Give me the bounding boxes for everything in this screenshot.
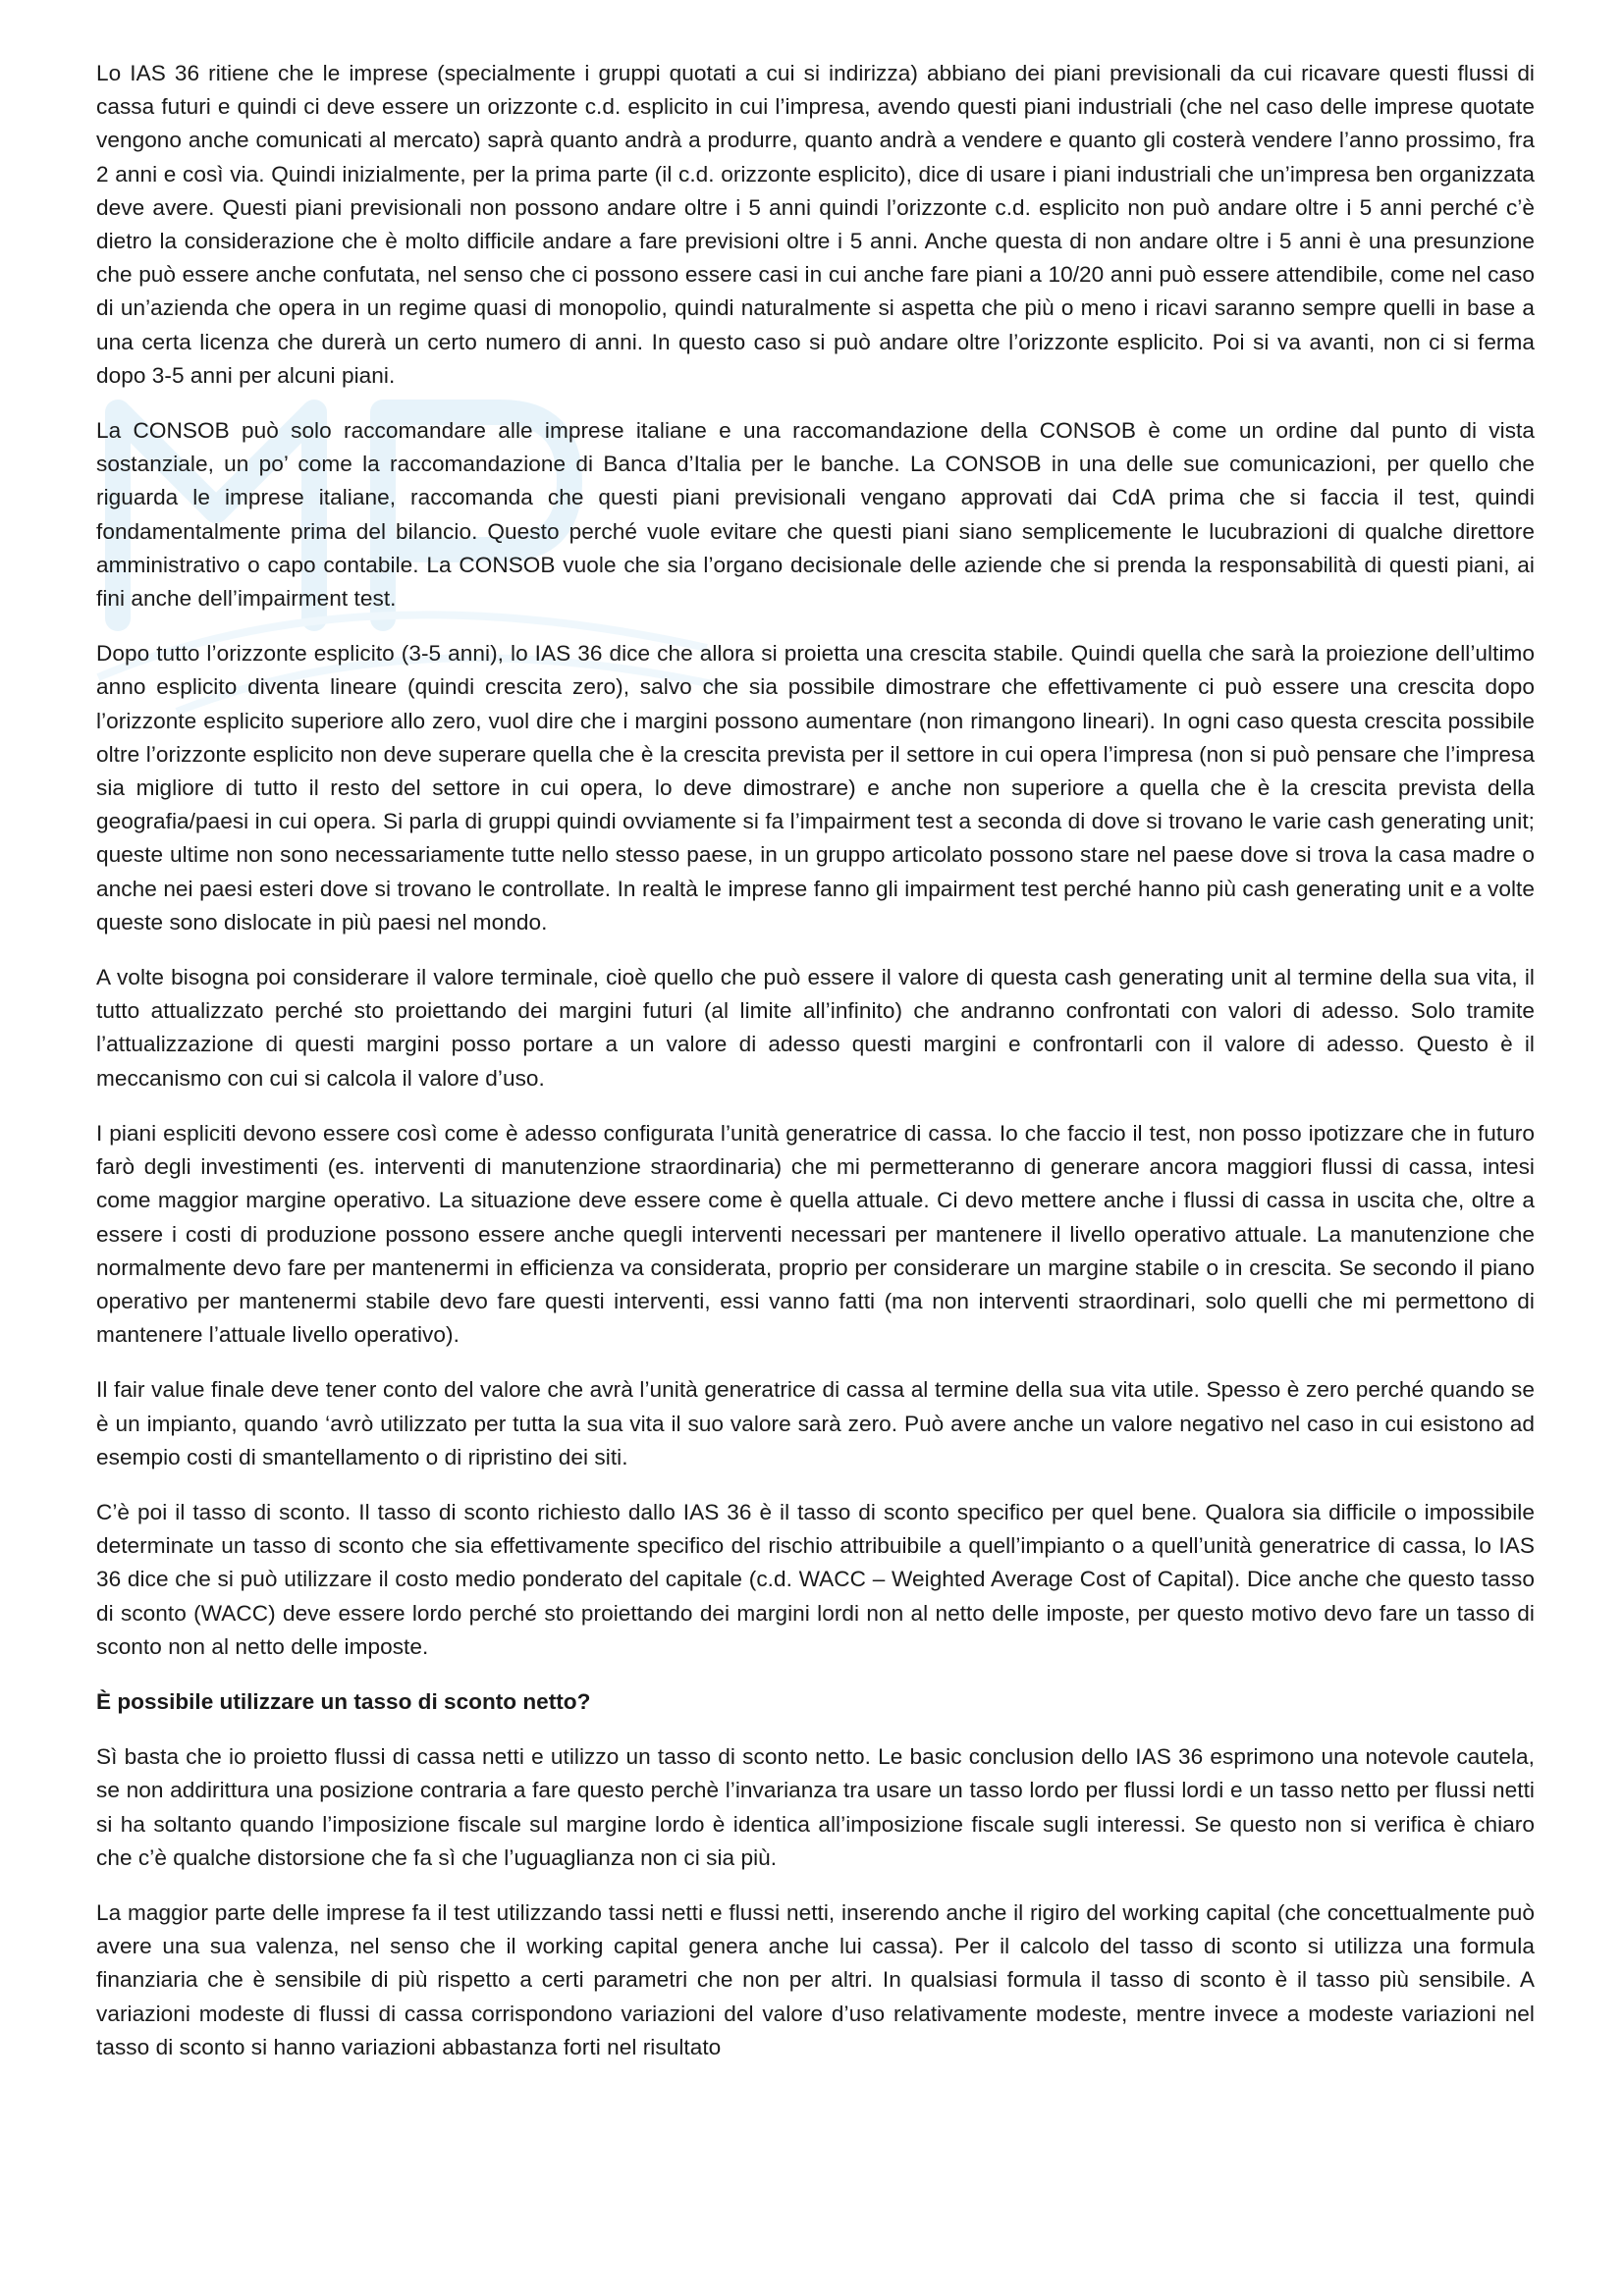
document-page	[96, 57, 1535, 2086]
paragraph-net-rate: Sì basta che io proietto flussi di cassa netti e utilizzo un tasso di sconto netto. Le basic conclusion dello IAS 36 esprimono una notevole cautela, se non addirittura una posizione contraria a fare questo perchè l’invarianza tra usare un tasso lordo per flussi lordi e un tasso netto per flussi netti si ha soltanto quando l’imposizione fiscale sul margine lordo è identica all’imposizione fiscale sugli interessi. Se questo non si verifica è chiaro che c’è qualche distorsione che fa sì che l’uguaglianza non ci sia più.	[96, 1744, 1535, 1870]
paragraph-fair-value: Il fair value finale deve tener conto del valore che avrà l’unità generatrice di cassa al termine della sua vita utile. Spesso è zero perché quando se è un impianto, quando ‘avrò utilizzato per tutta la sua vita il suo valore sarà zero. Può avere anche un valore negativo nel caso in cui esistono ad esempio costi di smantellamento o di ripristino dei siti.	[96, 1377, 1535, 1469]
paragraph-discount-rate: C’è poi il tasso di sconto. Il tasso di sconto richiesto dallo IAS 36 è il tasso di sconto specifico per quel bene. Qualora sia difficile o impossibile determinate un tasso di sconto che sia effettivamente specifico del rischio attribuibile a quell’impianto o a quell’unità generatrice di cassa, lo IAS 36 dice che si può utilizzare il costo medio ponderato del capitale (c.d. WACC – Weighted Average Cost of Capital). Dice anche che questo tasso di sconto (WACC) deve essere lordo perché sto proiettando dei margini lordi non al netto delle imposte, per questo motivo devo fare un tasso di sconto non al netto delle imposte.	[96, 1499, 1535, 1659]
paragraph-explicit-plans: I piani espliciti devono essere così come è adesso configurata l’unità generatrice di cassa. Io che faccio il test, non posso ipotizzare che in futuro farò degli investimenti (es. interventi di manutenzione straordinaria) che mi permetteranno di generare ancora maggiori flussi di cassa, intesi come maggior margine operativo. La situazione deve essere come è quella attuale. Ci devo mettere anche i flussi di cassa in uscita che, oltre a essere i costi di produzione possono essere anche quegli interventi necessari per mantenere il livello operativo attuale. La manutenzione che normalmente devo fare per mantenermi in efficienza va considerata, proprio per considerare un margine stabile o in crescita. Se secondo il piano operativo per mantenermi stabile devo fare questi interventi, essi vanno fatti (ma non interventi straordinari, solo quelli che mi permettono di mantenere l’attuale livello operativo).	[96, 1120, 1535, 1348]
paragraph-consob: La CONSOB può solo raccomandare alle imprese italiane e una raccomandazione della CONSOB è come un ordine dal punto di vista sostanziale, un po’ come la raccomandazione di Banca d’Italia per le banche. La CONSOB in una delle sue comunicazioni, per quello che riguarda le imprese italiane, raccomanda che questi piani previsionali vengano approvati dai CdA prima che si faccia il test, quindi fondamentalmente prima del bilancio. Questo perché vuole evitare che questi piani siano semplicemente le lucubrazioni di qualche direttore amministrativo o capo contabile. La CONSOB vuole che sia l’organo decisionale delle aziende che si prenda la responsabilità di questi piani, ai fini anche dell’impairment test.	[96, 418, 1535, 612]
paragraph-explicit-horizon: Lo IAS 36 ritiene che le imprese (specialmente i gruppi quotati a cui si indirizza) abbiano dei piani previsionali da cui ricavare questi flussi di cassa futuri e quindi ci deve essere un orizzonte c.d. esplicito in cui l’impresa, avendo questi piani industriali (che nel caso delle imprese quotate vengono anche comunicati al mercato) saprà quanto andrà a produrre, quanto andrà a vendere e quanto gli costerà vendere l’anno prossimo, fra 2 anni e così via. Quindi inizialmente, per la prima parte (il c.d. orizzonte esplicito), dice di usare i piani industriali che un’impresa ben organizzata deve avere. Questi piani previsionali non possono andare oltre i 5 anni quindi l’orizzonte c.d. esplicito non può andare oltre i 5 anni perché c’è dietro la considerazione che è molto difficile andare a fare previsioni oltre i 5 anni. Anche questa di non andare oltre i 5 anni è una presunzione che può essere anche confutata, nel senso che ci possono essere casi in cui anche fare piani a 10/20 anni può essere attendibile, come nel caso di un’azienda che opera in un regime quasi di monopolio, quindi naturalmente si aspetta che più o meno i ricavi saranno sempre quelli in base a una certa licenza che durerà un certo numero di anni. In questo caso si può andare oltre l’orizzonte esplicito. Poi si va avanti, non ci si ferma dopo 3-5 anni per alcuni piani.	[96, 61, 1535, 388]
paragraph-stable-growth: Dopo tutto l’orizzonte esplicito (3-5 anni), lo IAS 36 dice che allora si proietta una crescita stabile. Quindi quella che sarà la proiezione dell’ultimo anno esplicito diventa lineare (quindi crescita zero), salvo che sia possibile dimostrare che effettivamente ci può essere una crescita dopo l’orizzonte esplicito superiore allo zero, vuol dire che i margini possono aumentare (non rimangono lineari). In ogni caso questa crescita possibile oltre l’orizzonte esplicito non deve superare quella che è la crescita prevista per il settore in cui opera l’impresa (non si può pensare che l’impresa sia migliore di tutto il resto del settore in cui opera, lo deve dimostrare) e anche non superiore a quella che è la crescita prevista della geografia/paesi in cui opera. Si parla di gruppi quindi ovviamente si fa l’impairment test a seconda di dove si trovano le varie cash generating unit; queste ultime non sono necessariamente tutte nello stesso paese, in un gruppo articolato possono stare nel paese dove si trova la casa madre o anche nei paesi esteri dove si trovano le controllate. In realtà le imprese fanno gli impairment test perché hanno più cash generating unit e a volte queste sono dislocate in più paesi nel mondo.	[96, 641, 1535, 934]
section-heading: È possibile utilizzare un tasso di sconto netto?	[96, 1688, 591, 1714]
paragraph-terminal-value: A volte bisogna poi considerare il valore terminale, cioè quello che può essere il valore di questa cash generating unit al termine della sua vita, il tutto attualizzato perché sto proiettando dei margini futuri (al limite all’infinito) che andranno confrontati con valori di adesso. Solo tramite l’attualizzazione di questi margini posso portare a un valore di adesso questi margini e confrontarli con il valore di adesso. Questo è il meccanismo con cui si calcola il valore d’uso.	[96, 965, 1535, 1091]
paragraph-working-capital: La maggior parte delle imprese fa il test utilizzando tassi netti e flussi netti, inserendo anche il rigiro del working capital (che concettualmente può avere una sua valenza, nel senso che il working capital genera anche lui cassa). Per il calcolo del tasso di sconto si utilizza una formula finanziaria che è sensibile di più rispetto a certi parametri che non per altri. In qualsiasi formula il tasso di sconto è il tasso più sensibile. A variazioni modeste di flussi di cassa corrispondono variazioni del valore d’uso relativamente modeste, mentre invece a modeste variazioni nel tasso di sconto si hanno variazioni abbastanza forti nel risultato	[96, 1899, 1535, 2059]
